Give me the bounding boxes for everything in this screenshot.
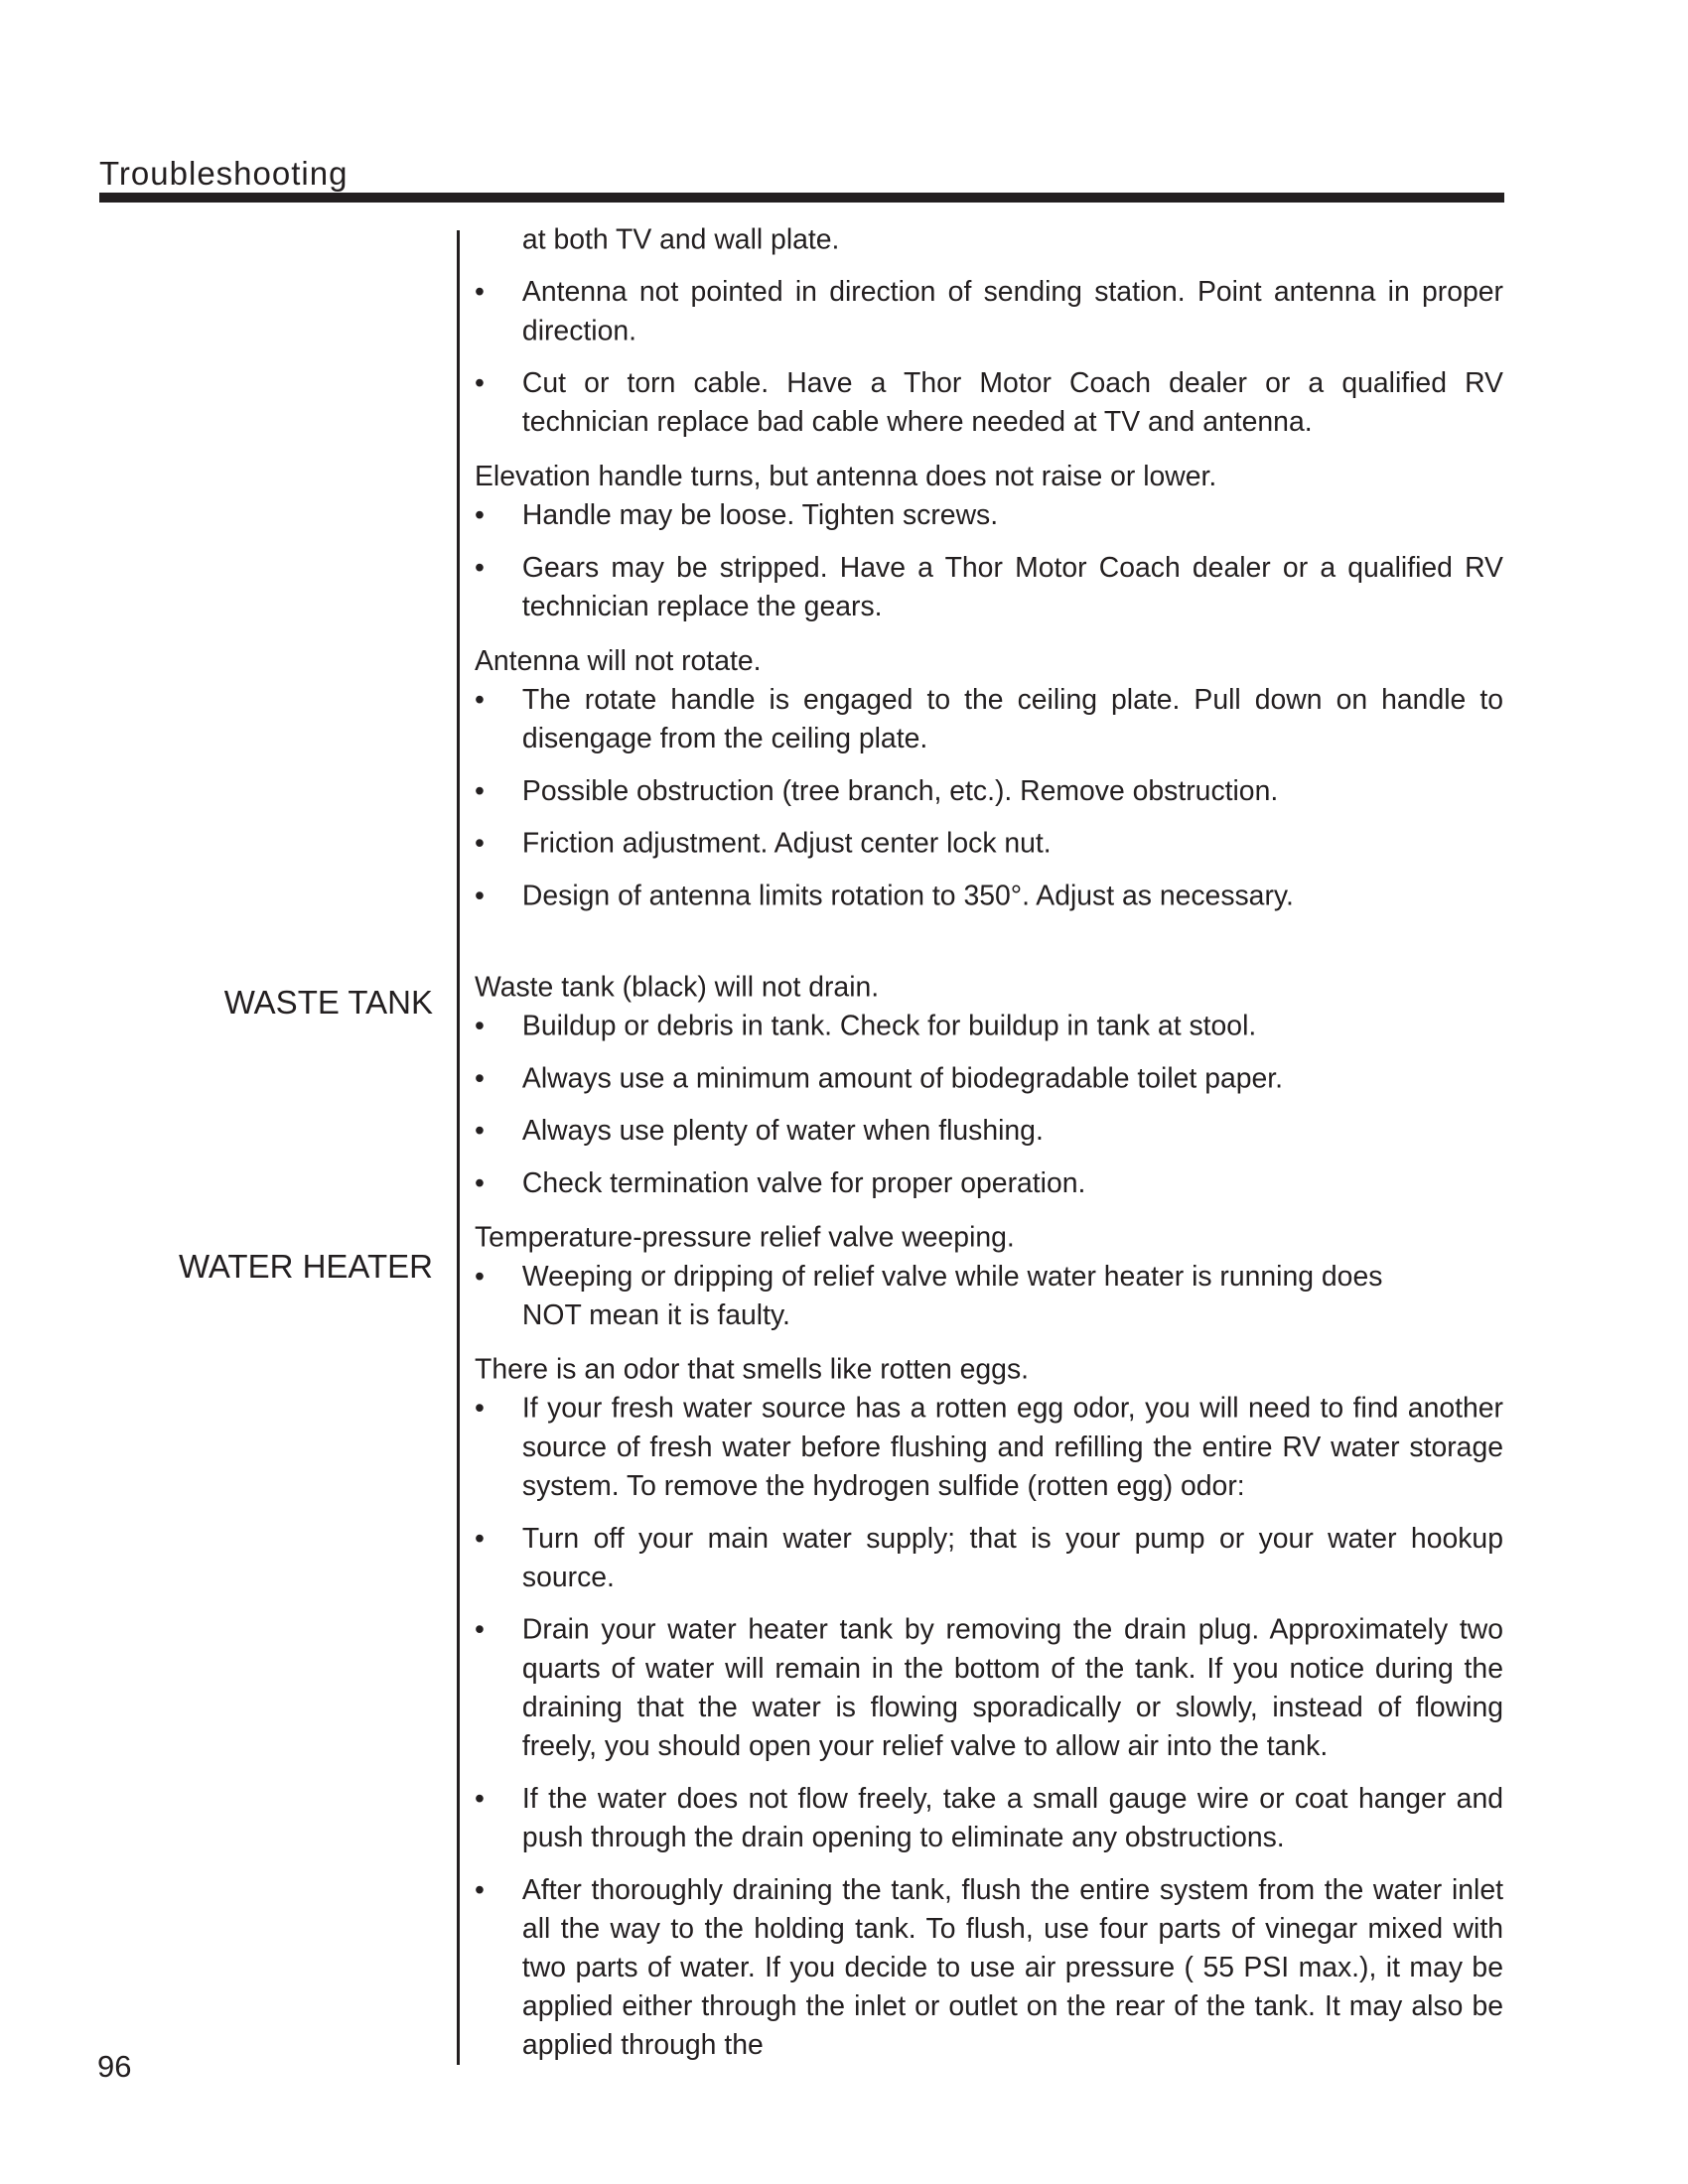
rotate-heading: Antenna will not rotate. [475, 645, 762, 677]
list-item-text: Possible obstruction (tree branch, etc.). Remove obstruction. [521, 775, 1279, 807]
elevation-bullet-list [475, 496, 1503, 626]
bullet-dot: • [475, 552, 485, 584]
list-item-text: Buildup or debris in tank. Check for buildup in tank at stool. [521, 1011, 1257, 1042]
list-item-text: The rotate handle is engaged to the ceiling plate. Pull down on handle to disengage from the ceiling plate. [521, 684, 1503, 754]
tv-bullet-list [475, 273, 1503, 442]
list-item [475, 496, 1503, 535]
bullet-dot: • [475, 1783, 485, 1815]
list-item [475, 1870, 1503, 2065]
list-item-text: Always use plenty of water when flushing. [521, 1115, 1044, 1147]
odor-heading: There is an odor that smells like rotten eggs. [475, 1354, 1030, 1386]
list-item-text: If the water does not flow freely, take a small gauge wire or coat hanger and push through the drain opening to eliminate any obstructions. [521, 1783, 1503, 1853]
elevation-heading: Elevation handle turns, but antenna does not raise or lower. [475, 461, 1217, 492]
bullet-dot: • [475, 499, 485, 531]
bullet-dot: • [475, 880, 485, 912]
odor-bullet-list [475, 1389, 1503, 2065]
list-item-text: Always use a minimum amount of biodegradable toilet paper. [521, 1062, 1284, 1095]
list-item [475, 549, 1503, 626]
relief-valve-heading: Temperature-pressure relief valve weeping. [475, 1222, 1015, 1254]
bullet-dot: • [475, 828, 485, 860]
list-item-text: Antenna not pointed in direction of sending station. Point antenna in proper direction. [521, 276, 1503, 347]
relief-valve-bullet-list [475, 1257, 1503, 1334]
list-item [475, 1610, 1503, 1765]
side-label-waste-tank: WASTE TANK [223, 984, 433, 1021]
list-item-text: Weeping or dripping of relief valve while water heater is running does NOT mean it is faulty. [521, 1261, 1383, 1331]
list-item [475, 824, 1503, 863]
column-divider [457, 230, 460, 2065]
list-item [475, 1164, 1503, 1203]
list-item-text: If your fresh water source has a rotten egg odor, you will need to find another source of fresh water before flushing and refilling the entire RV water storage system. To remove the hydrogen sulfide (rotten egg) odor: [521, 1393, 1503, 1502]
list-item [475, 273, 1503, 350]
page-header-title: Troubleshooting [99, 155, 349, 192]
list-item [475, 1779, 1503, 1856]
content-column [475, 220, 1503, 2065]
list-item [475, 364, 1503, 442]
bullet-dot: • [475, 775, 485, 807]
bullet-dot: • [475, 367, 485, 399]
page-number: 96 [97, 2049, 132, 2084]
bullet-dot: • [475, 1167, 485, 1199]
bullet-dot: • [475, 1523, 485, 1555]
list-item-text: Gears may be stripped. Have a Thor Motor Coach dealer or a qualified RV technician replace the gears. [521, 552, 1503, 622]
list-item-text: Drain your water heater tank by removing the drain plug. Approximately two quarts of water will remain in the bottom of the tank. If you notice during the draining that the water is flowing sporadically or slowly, instead of flowing freely, you should open your relief valve to allow air into the tank. [521, 1614, 1503, 1762]
continuation-text: at both TV and wall plate. [521, 223, 840, 256]
waste-tank-heading: Waste tank (black) will not drain. [475, 971, 880, 1004]
bullet-dot: • [475, 1115, 485, 1147]
list-item [475, 1007, 1503, 1045]
bullet-dot: • [475, 1393, 485, 1425]
list-item [475, 771, 1503, 810]
bullet-dot: • [475, 1011, 485, 1042]
list-item [475, 1257, 1503, 1334]
bullet-dot: • [475, 276, 485, 309]
list-item [475, 1112, 1503, 1151]
list-item-text: Check termination valve for proper operation. [521, 1167, 1086, 1199]
list-item [475, 877, 1503, 915]
list-item-text: Turn off your main water supply; that is your pump or your water hookup source. [521, 1523, 1503, 1593]
list-item-text: Design of antenna limits rotation to 350°. Adjust as necessary. [521, 880, 1294, 912]
list-item-text: Friction adjustment. Adjust center lock nut. [521, 828, 1052, 860]
bullet-dot: • [475, 1062, 485, 1095]
list-item-text: Handle may be loose. Tighten screws. [521, 499, 999, 531]
rotate-bullet-list [475, 681, 1503, 916]
list-item [475, 1059, 1503, 1098]
bullet-dot: • [475, 1874, 485, 1906]
bullet-dot: • [475, 1614, 485, 1646]
list-item-text: Cut or torn cable. Have a Thor Motor Coach dealer or a qualified RV technician replace bad cable where needed at TV and antenna. [521, 367, 1503, 439]
bullet-dot: • [475, 684, 485, 716]
list-item [475, 681, 1503, 758]
list-item [475, 1389, 1503, 1505]
header-rule [99, 193, 1504, 203]
side-label-water-heater: WATER HEATER [178, 1248, 433, 1285]
list-item-text: After thoroughly draining the tank, flush the entire system from the water inlet all the way to the holding tank. To flush, use four parts of vinegar mixed with two parts of water. If you decide to use air pressure ( 55 PSI max.), it may be applied either through the inlet or outlet on the rear of the tank. It may also be applied through the [521, 1874, 1503, 2062]
list-item [475, 1519, 1503, 1596]
bullet-dot: • [475, 1261, 485, 1293]
waste-tank-bullet-list [475, 1007, 1503, 1203]
